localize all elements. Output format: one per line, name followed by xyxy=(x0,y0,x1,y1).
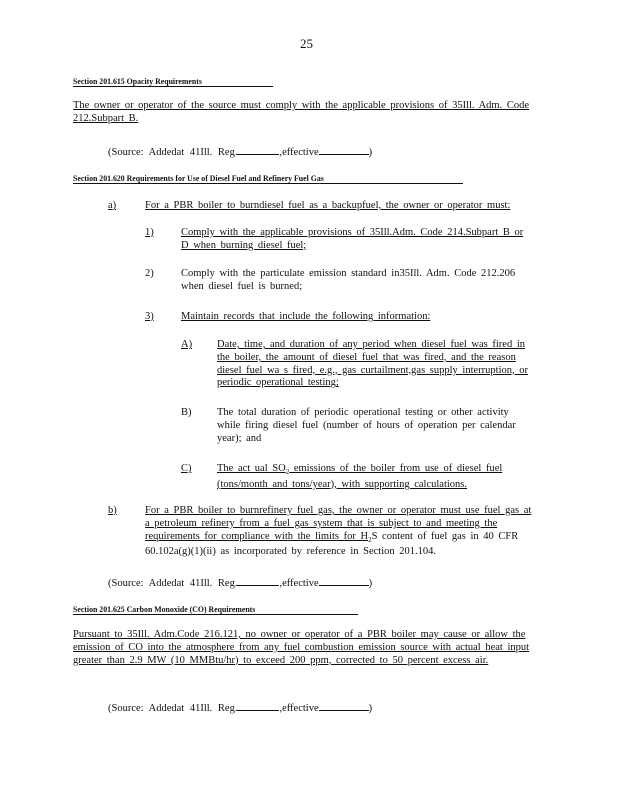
section-heading-201-620: Section 201.620 Requirements for Use of Diesel Fuel and Refinery Fuel Gas xyxy=(73,173,324,183)
blank-line xyxy=(237,575,279,586)
section-201-625-body: Pursuant to 35Ill. Adm.Code 216.121, no owner or operator of a PBR boiler may cause or allow the emission of CO into the atmosphere from any fuel combustion emission source with actual heat input greater than 2.9 MW (10 MMBtu/hr) to exceed 200 ppm, corrected to 50 percent excess air. xyxy=(73,629,530,666)
section-heading-201-615: Section 201.615 Opacity Requirements xyxy=(73,76,202,86)
source-note: (Source: Addedat 41Ill. Reg. ,effective ) xyxy=(108,144,372,158)
item-label-1: 1) xyxy=(145,227,154,238)
section-heading-201-625: Section 201.625 Carbon Monoxide (CO) Requirements xyxy=(73,604,256,614)
item-1-text: Comply with the applicable provisions of 35Ill.Adm. Code 214.Subpart B or D when burning diesel fuel; xyxy=(181,227,524,251)
item-3-text: Maintain records that include the following information: xyxy=(181,311,431,322)
item-label-3: 3) xyxy=(145,311,154,322)
item-label-b: b) xyxy=(108,505,117,516)
subitem-label-B: B) xyxy=(181,407,192,418)
subitem-C-text: The act ual $SO_2$ emissions of the boiler from use of diesel fuel (tons/month and tons/year), with supporting calculations. xyxy=(217,463,503,490)
item-label-a: a) xyxy=(108,200,117,211)
item-2-text: Comply with the particulate emission standard in35Ill. Adm. Code 212.206 when diesel fuel is burned; xyxy=(181,268,516,292)
source-note: (Source: Addedat 41Ill. Reg. ,effective ) xyxy=(108,575,372,589)
section-201-615-body: The owner or operator of the source must comply with the applicable provisions of 35Ill. Adm. Code 212.Subpart B. xyxy=(73,100,529,124)
item-b-text: For a PBR boiler to burnrefinery fuel gas, the owner or operator must use fuel gas at a petroleum refinery from a fuel gas system that is subject to and meeting the requirements for compliance with the limits for $H_2S$ content of fuel gas in 40 CFR 60.102a(g)(1)(ii) as incorporated by reference in Section 201.104. xyxy=(145,505,532,558)
subitem-label-C: C) xyxy=(181,463,192,474)
blank-line xyxy=(319,144,369,155)
heading-underline xyxy=(73,86,273,87)
page-number: 25 xyxy=(300,36,313,51)
blank-line xyxy=(319,700,369,711)
item-a-text: For a PBR boiler to burndiesel fuel as a backupfuel, the owner or operator must: xyxy=(145,200,511,211)
subitem-A-text: Date, time, and duration of any period when diesel fuel was fired in the boiler, the amount of diesel fuel that was fired, and the reason diesel fuel wa s fired, e.g., gas curtailment,gas supply interruption, or periodic operational testing; xyxy=(217,339,529,389)
heading-underline xyxy=(73,614,358,615)
blank-line xyxy=(319,575,369,586)
source-note: (Source: Addedat 41Ill. Reg. ,effective ) xyxy=(108,700,372,714)
blank-line xyxy=(237,700,279,711)
subitem-B-text: The total duration of periodic operational testing or other activity while firing diesel fuel (number of hours of operation per calendar year); and xyxy=(217,407,516,444)
blank-line xyxy=(237,144,279,155)
subitem-label-A: A) xyxy=(181,339,193,350)
item-label-2: 2) xyxy=(145,268,154,279)
heading-underline xyxy=(73,183,463,184)
